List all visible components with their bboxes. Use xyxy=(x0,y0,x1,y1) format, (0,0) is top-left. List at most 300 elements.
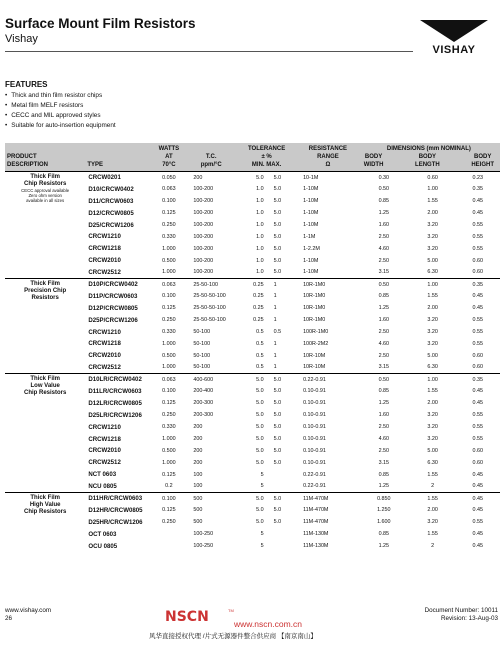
table-cell: 11M-130M xyxy=(303,543,329,550)
table-cell: 0.330 xyxy=(162,329,176,336)
footer-doc-number: Document Number: 10011 xyxy=(424,607,498,614)
table-cell: 1 xyxy=(273,340,277,347)
table-cell: 0.10-0.91 xyxy=(303,459,326,466)
table-cell: 0.60 xyxy=(472,269,483,276)
col-header-product: PRODUCT DESCRIPTION xyxy=(5,143,85,172)
table-cell: 10-1M xyxy=(298,172,358,184)
description-line: Precision Chip xyxy=(24,288,67,295)
table-cell: 5.0 xyxy=(273,507,282,514)
table-cell: OCT 0603 xyxy=(88,530,117,538)
table-cell: NCT 0603 xyxy=(88,471,117,479)
table-cell: 1.0 xyxy=(256,198,264,205)
table-cell: 5.0 xyxy=(256,459,264,466)
table-cell: 1 xyxy=(273,317,277,324)
table-cell: D25HR/CRCW1206 xyxy=(88,518,143,526)
table-cell: 1-10M xyxy=(303,222,319,228)
table-cell: 5.0 xyxy=(273,186,282,193)
table-cell: CRCW2512 xyxy=(88,363,121,371)
table-cell: 100-200 xyxy=(193,186,214,193)
table-cell: 3.20 xyxy=(427,222,438,228)
table-cell: 5.0 xyxy=(273,257,282,264)
table-cell: 500 xyxy=(187,493,235,505)
table-body xyxy=(5,172,500,553)
vishay-logo-triangle-icon xyxy=(420,20,488,42)
table-cell xyxy=(150,540,187,552)
table-cell: 1.00 xyxy=(410,374,456,386)
table-cell: 0.23 xyxy=(455,172,500,184)
table-cell: 10R-10M xyxy=(303,364,326,371)
table-cell: 5.0 xyxy=(268,493,298,505)
table-cell: 0.85 xyxy=(378,198,390,205)
table-cell: D11/CRCW0603 xyxy=(88,197,134,205)
footer-right xyxy=(425,607,498,623)
feature-item: • Metal film MELF resistors xyxy=(5,101,116,111)
table-cell: 0.125 xyxy=(162,400,176,407)
page-subtitle: Vishay xyxy=(5,33,38,45)
table-cell: 0.125 xyxy=(162,471,176,478)
table-cell: 0.50 xyxy=(378,186,390,193)
table-cell: 0.100 xyxy=(162,388,176,395)
table-cell: 4.60 xyxy=(378,245,390,252)
table-cell: 100-200 xyxy=(193,257,214,264)
table-cell: 5.0 xyxy=(256,447,264,454)
table-cell: 5 xyxy=(260,531,264,538)
table-cell: 5.0 xyxy=(273,400,282,407)
table-cell: 1.25 xyxy=(378,400,390,407)
table-cell: 5 xyxy=(260,543,264,550)
table-cell: 0.55 xyxy=(472,436,483,443)
features-heading: FEATURES xyxy=(5,80,48,89)
header-rule xyxy=(5,51,413,52)
description-line: Thick Film xyxy=(30,174,60,180)
nscn-trademark: TM xyxy=(228,608,234,613)
table-cell: 5.0 xyxy=(273,269,282,276)
table-cell: 0.50 xyxy=(358,374,410,386)
table-cell: 200-400 xyxy=(193,388,214,395)
table-cell: 1.55 xyxy=(427,293,438,300)
table-cell: 11M-470M xyxy=(298,493,358,505)
table-cell: 0.125 xyxy=(162,210,176,217)
table-cell: D25/CRCW1206 xyxy=(88,221,134,229)
table-cell: 1.60 xyxy=(378,222,390,228)
table-cell: 50-100 xyxy=(193,364,211,371)
table-cell: 0.10-0.91 xyxy=(303,400,326,407)
table-cell: 1.00 xyxy=(427,186,438,193)
table-cell: 5.0 xyxy=(273,222,282,228)
table-cell: 0.60 xyxy=(472,364,483,371)
table-cell: OCU 0805 xyxy=(88,542,118,550)
table-cell: 5.0 xyxy=(273,447,282,454)
table-cell: 1.55 xyxy=(427,198,438,205)
table-cell: 0.60 xyxy=(410,172,456,184)
table-cell: 1.0 xyxy=(256,257,264,264)
table-cell xyxy=(268,469,298,481)
table-cell: 0.100 xyxy=(162,293,176,300)
table-cell: D12P/CRCW0805 xyxy=(88,304,138,312)
table-cell: 0.125 xyxy=(162,507,176,514)
col-header-type: TYPE xyxy=(85,143,150,172)
table-cell: 200-300 xyxy=(193,400,214,407)
table-cell: 3.20 xyxy=(427,233,438,240)
table-row xyxy=(5,279,500,291)
table-cell: 5.0 xyxy=(273,424,282,431)
table-cell: 0.250 xyxy=(162,222,176,228)
table-cell: 0.330 xyxy=(162,233,176,240)
vishay-logo-text: VISHAY xyxy=(432,44,476,56)
table-cell: 0.35 xyxy=(455,279,500,291)
col-header-tolerance: TOLERANCE ± % MIN. MAX. xyxy=(235,143,298,172)
table-cell: 0.25 xyxy=(235,279,268,291)
table-cell: 5.0 xyxy=(273,245,282,252)
table-cell: 0.55 xyxy=(472,329,483,336)
table-row xyxy=(5,493,500,505)
table-cell: CRCW2010 xyxy=(88,257,121,265)
table-cell: CRCW2512 xyxy=(88,268,121,276)
table-cell: 3.20 xyxy=(427,436,438,443)
table-cell: 1.25 xyxy=(378,305,390,312)
table-cell: 3.20 xyxy=(427,519,438,526)
table-cell: 0.45 xyxy=(472,471,483,478)
table-cell: D10P/CRCW0402 xyxy=(85,279,150,291)
table-cell xyxy=(268,528,298,540)
table-cell: 0.45 xyxy=(472,531,483,538)
table-cell: 3.20 xyxy=(427,329,438,336)
description-line: Thick Film xyxy=(30,495,60,502)
table-cell: CRCW1210 xyxy=(88,328,121,336)
table-cell: 5.00 xyxy=(427,257,438,264)
table-cell: 5.0 xyxy=(256,400,264,407)
table-cell: 1 xyxy=(273,352,277,359)
table-cell: 0.45 xyxy=(472,210,483,217)
table-cell: 0.55 xyxy=(472,519,483,526)
feature-item: • Suitable for auto-insertion equipment xyxy=(5,121,116,131)
table-cell: 0.35 xyxy=(455,374,500,386)
table-cell: 1.0 xyxy=(256,269,264,276)
table-cell: 11M-130M xyxy=(303,531,329,538)
table-cell: 100-200 xyxy=(193,233,214,240)
nscn-watermark-logo: NSCN xyxy=(165,609,209,625)
footer-website[interactable]: www.vishay.com xyxy=(5,607,52,614)
table-cell: 2.50 xyxy=(378,424,390,431)
table-cell: D11HR/CRCW0603 xyxy=(85,493,150,505)
table-cell: 25-50-50-100 xyxy=(193,293,226,300)
table-cell: 5.0 xyxy=(273,436,282,443)
table-cell: 1.0 xyxy=(256,222,264,228)
table-cell: 0.100 xyxy=(162,198,176,205)
table-cell: 0.35 xyxy=(472,186,483,193)
table-cell: 1.250 xyxy=(377,507,391,514)
table-cell: 0.063 xyxy=(162,186,176,193)
nscn-watermark-site[interactable]: www.nscn.com.cn xyxy=(234,619,303,629)
table-cell: 0.250 xyxy=(162,519,176,526)
description-line: Chip Resistors xyxy=(23,181,67,187)
table-cell: 0.45 xyxy=(472,483,483,490)
col-header-watts: WATTS AT 70°C xyxy=(150,143,187,172)
table-cell: 1-10M xyxy=(303,186,319,193)
table-cell: 0.60 xyxy=(472,447,483,454)
table-cell: 3.20 xyxy=(427,424,438,431)
table-cell: 5.00 xyxy=(427,352,438,359)
table-cell: CRCW2010 xyxy=(88,352,121,360)
table-cell: CRCW1218 xyxy=(88,245,121,253)
table-cell: 1 xyxy=(273,293,277,300)
table-cell: 2.50 xyxy=(378,233,390,240)
vishay-logo xyxy=(420,20,488,58)
table-cell: 5.0 xyxy=(273,198,282,205)
table-cell: 0.22-0.91 xyxy=(303,471,326,478)
table-cell xyxy=(268,540,298,552)
table-cell: 1.000 xyxy=(162,340,176,347)
table-cell: 0.30 xyxy=(358,172,410,184)
table-cell: 1.55 xyxy=(410,493,456,505)
table-cell: 100R-2M2 xyxy=(303,340,329,347)
table-cell: 0.25 xyxy=(253,293,264,300)
table-cell: 1.0 xyxy=(256,233,264,240)
table-cell: 0.45 xyxy=(455,493,500,505)
description-note: CECC approval available xyxy=(21,188,70,193)
table-cell: 5.0 xyxy=(235,374,268,386)
table-cell: 0.500 xyxy=(162,257,176,264)
features-list xyxy=(5,91,116,131)
table-cell: 2.00 xyxy=(427,400,438,407)
table-cell: 100-200 xyxy=(193,210,214,217)
table-cell: D10/CRCW0402 xyxy=(88,185,134,193)
table-cell: 1-10M xyxy=(303,210,319,217)
table-cell: 50-100 xyxy=(193,329,211,336)
table-cell: 3.15 xyxy=(378,269,390,276)
table-cell: 5.00 xyxy=(427,447,438,454)
table-cell: 10R-1M0 xyxy=(303,293,326,300)
table-cell xyxy=(150,528,187,540)
table-cell: 1.000 xyxy=(162,245,176,252)
table-cell: 200 xyxy=(193,424,203,431)
table-cell: 1.000 xyxy=(162,269,176,276)
table-cell: 1.0 xyxy=(256,245,264,252)
table-cell: 10R-10M xyxy=(303,352,326,359)
table-cell: 0.10-0.91 xyxy=(303,424,326,431)
table-cell: 0.22-0.91 xyxy=(303,483,326,490)
table-cell: 1.25 xyxy=(378,483,390,490)
table-cell: 5.0 xyxy=(256,507,264,514)
table-cell: 1.60 xyxy=(378,317,390,324)
table-cell: D12/CRCW0805 xyxy=(88,209,134,217)
table-cell: 11M-470M xyxy=(303,519,329,526)
table-cell: CRCW1210 xyxy=(88,233,121,241)
table-cell: 3.20 xyxy=(427,317,438,324)
description-note: Zero ohm version xyxy=(28,193,62,198)
table-cell: 1.60 xyxy=(378,412,390,419)
table-cell: 0.60 xyxy=(472,257,483,264)
table-cell: 1 xyxy=(273,364,277,371)
table-cell: 100-200 xyxy=(193,222,214,228)
table-cell: 100-200 xyxy=(193,245,214,252)
table-cell: 5.0 xyxy=(268,172,298,184)
table-cell: 0.25 xyxy=(253,305,264,312)
table-cell: 0.55 xyxy=(472,222,483,228)
table-cell: 1-1M xyxy=(303,233,316,240)
description-line: Chip Resistors xyxy=(23,390,67,397)
table-cell: 1 xyxy=(268,279,298,291)
table-cell: 0.22-0.91 xyxy=(298,374,358,386)
table-cell: 0.85 xyxy=(378,293,390,300)
table-cell: 2.00 xyxy=(427,305,438,312)
table-cell: 0.2 xyxy=(165,483,173,490)
table-cell: NCU 0805 xyxy=(88,482,117,490)
col-header-tc: T.C. ppm/°C xyxy=(187,143,235,172)
table-cell: 0.60 xyxy=(472,459,483,466)
table-cell: 0.063 xyxy=(150,279,187,291)
table-cell: 0.25 xyxy=(253,317,264,324)
table-cell: 0.45 xyxy=(472,507,483,514)
table-cell: 0.5 xyxy=(256,364,264,371)
table-cell: 0.500 xyxy=(162,352,176,359)
table-cell: 0.45 xyxy=(472,543,483,550)
table-cell: 0.5 xyxy=(256,352,264,359)
product-description-cell xyxy=(5,493,85,552)
table-cell: 0.063 xyxy=(150,374,187,386)
table-cell: 4.60 xyxy=(378,340,390,347)
table-cell: CRCW1218 xyxy=(88,435,121,443)
table-cell: D12LR/CRCW0805 xyxy=(88,399,142,407)
table-cell: 10R-1M0 xyxy=(303,305,326,312)
table-cell: D25LR/CRCW1206 xyxy=(88,411,142,419)
table-cell: 5.0 xyxy=(273,412,282,419)
table-cell: 3.15 xyxy=(378,459,390,466)
table-cell: 5.0 xyxy=(256,412,264,419)
table-cell: CRCW0201 xyxy=(85,172,150,184)
description-line: Chip Resistors xyxy=(23,509,67,516)
table-cell: 0.10-0.91 xyxy=(303,436,326,443)
table-cell: 5.0 xyxy=(256,388,264,395)
table-cell: 0.55 xyxy=(472,412,483,419)
table-cell: 1.25 xyxy=(378,210,390,217)
product-description-cell xyxy=(5,279,85,374)
table-cell: 25-50-50-100 xyxy=(193,305,226,312)
table-cell: 50-100 xyxy=(193,340,211,347)
table-cell: D25P/CRCW1206 xyxy=(88,316,138,324)
table-cell: 2.50 xyxy=(378,447,390,454)
table-cell: 6.30 xyxy=(427,459,438,466)
table-cell: 5 xyxy=(260,471,264,478)
table-cell: 0.50 xyxy=(358,279,410,291)
table-cell: 200-300 xyxy=(193,412,214,419)
table-cell: CRCW1210 xyxy=(88,423,121,431)
table-cell: 0.500 xyxy=(162,447,176,454)
page-title: Surface Mount Film Resistors xyxy=(5,16,196,31)
table-cell: 1.0 xyxy=(256,186,264,193)
table-header-row xyxy=(5,143,500,172)
table-cell: 1.000 xyxy=(162,459,176,466)
table-row xyxy=(5,374,500,386)
table-cell: 0.60 xyxy=(472,352,483,359)
table-cell: 50-100 xyxy=(193,352,211,359)
table-cell: 0.10-0.91 xyxy=(303,388,326,395)
table-cell: 2 xyxy=(431,483,435,490)
table-cell: 1.00 xyxy=(410,279,456,291)
table-cell: 1.000 xyxy=(162,364,176,371)
table-cell xyxy=(268,481,298,493)
table-cell: 500 xyxy=(193,507,203,514)
table-cell: 100-200 xyxy=(193,198,214,205)
table-cell: 3.20 xyxy=(427,412,438,419)
nscn-watermark-text: 风华直接授权代理 /片式无源器件整合供应商 【南京南山】 xyxy=(149,633,317,640)
table-cell: 2.50 xyxy=(378,329,390,336)
table-cell: 5.0 xyxy=(273,233,282,240)
table-cell: 100R-1M0 xyxy=(303,329,329,336)
table-cell: 5.0 xyxy=(235,172,268,184)
table-cell: 1 xyxy=(273,305,277,312)
table-cell: 5.0 xyxy=(273,459,282,466)
table-cell: 3.15 xyxy=(378,364,390,371)
table-cell: 0.45 xyxy=(472,400,483,407)
product-description-cell xyxy=(5,172,85,279)
table-cell: 5.0 xyxy=(256,436,264,443)
table-cell: 25-50-50-100 xyxy=(193,317,226,324)
table-cell: 0.55 xyxy=(472,340,483,347)
footer-left xyxy=(5,607,51,623)
table-cell: 200 xyxy=(193,459,203,466)
table-cell: 2.00 xyxy=(427,507,438,514)
table-cell: 200 xyxy=(193,447,203,454)
table-cell: 100-200 xyxy=(193,269,214,276)
table-cell: 1-10M xyxy=(303,257,319,264)
table-cell: 0.5 xyxy=(256,329,264,336)
table-cell: 5.0 xyxy=(235,493,268,505)
table-cell: 0.100 xyxy=(150,493,187,505)
table-cell: D11P/CRCW0603 xyxy=(88,292,138,300)
table-cell: 0.5 xyxy=(273,329,282,336)
table-cell: 200 xyxy=(193,436,203,443)
table-cell: 5.0 xyxy=(273,210,282,217)
table-cell: 0.85 xyxy=(378,531,390,538)
table-cell: 0.55 xyxy=(472,233,483,240)
table-cell: 1-2.2M xyxy=(303,245,320,252)
table-cell: 1.0 xyxy=(256,210,264,217)
feature-item: • Thick and thin film resistor chips xyxy=(5,91,116,101)
table-cell: 3.20 xyxy=(427,340,438,347)
table-cell: D11LR/CRCW0603 xyxy=(88,387,142,395)
table-cell: 1.55 xyxy=(427,531,438,538)
table-cell: 0.10-0.91 xyxy=(303,447,326,454)
table-cell: 2.50 xyxy=(378,257,390,264)
table-cell: 100-250 xyxy=(193,531,214,538)
table-cell: 5.0 xyxy=(256,519,264,526)
table-cell: 1-10M xyxy=(303,198,319,205)
table-cell: 0.55 xyxy=(472,317,483,324)
table-cell: 0.5 xyxy=(256,340,264,347)
table-cell: CRCW1218 xyxy=(88,340,121,348)
table-cell: 2.50 xyxy=(378,352,390,359)
table-cell: 11M-470M xyxy=(303,507,329,514)
col-header-dimensions: DIMENSIONS (mm NOMINAL) BODY WIDTH BODY LENGTH BODY HEIGHT xyxy=(358,143,500,172)
description-line: Resistors xyxy=(31,295,59,302)
table-cell: 0.250 xyxy=(162,317,176,324)
table-cell: D10LR/CRCW0402 xyxy=(85,374,150,386)
product-description-cell xyxy=(5,374,85,493)
table-cell: 0.85 xyxy=(378,388,390,395)
table-cell: 1.000 xyxy=(162,436,176,443)
table-cell: 10R-1M0 xyxy=(303,317,326,324)
table-cell: 0.45 xyxy=(472,198,483,205)
table-cell: 2.00 xyxy=(427,210,438,217)
table-cell: 6.30 xyxy=(427,364,438,371)
table-cell: 3.20 xyxy=(427,245,438,252)
table-cell: 5.0 xyxy=(273,519,282,526)
table-cell: 5 xyxy=(260,483,264,490)
table-cell: 0.45 xyxy=(472,305,483,312)
table-cell: 1.25 xyxy=(378,543,390,550)
description-line: Thick Film xyxy=(30,281,60,288)
